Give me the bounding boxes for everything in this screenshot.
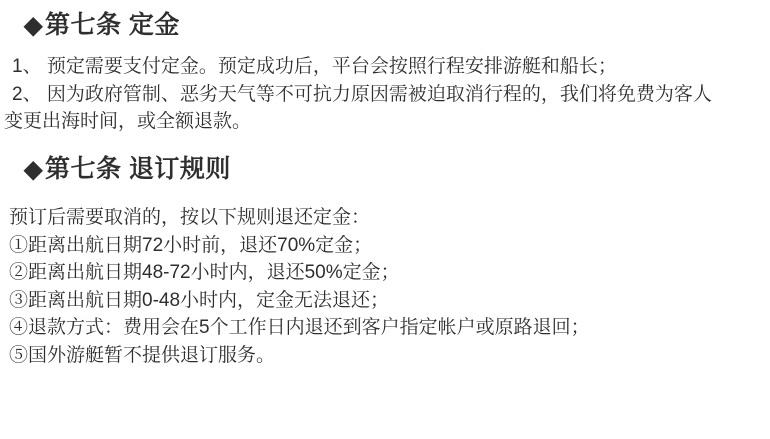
rules-intro-line: 预订后需要取消的，按以下规则退还定金： (9, 207, 371, 228)
terms-line: 1、 预定需要支付定金。预定成功后，平台会按照行程安排游艇和船长； (12, 56, 617, 77)
diamond-bullet-icon: ◆ (24, 156, 43, 183)
diamond-bullet-icon: ◆ (24, 12, 43, 39)
terms-line: 变更出海时间，或全额退款。 (4, 111, 252, 132)
rule-line: ②距离出航日期48-72小时内，退还50%定金； (9, 262, 400, 283)
rule-line: ③距离出航日期0-48小时内，定金无法退还； (9, 289, 390, 311)
rule-line: ①距离出航日期72小时前，退还70%定金； (9, 234, 373, 256)
section-heading-deposit (24, 10, 180, 41)
cancellation-rules-list (9, 204, 590, 369)
section-title: 第七条 定金 (44, 11, 180, 39)
rule-line: ⑤国外游艇暂不提供退订服务。 (9, 344, 276, 366)
rule-line: ④退款方式：费用会在5个工作日内退还到客户指定帐户或原路退回； (9, 317, 590, 338)
terms-line: 2、 因为政府管制、恶劣天气等不可抗力原因需被迫取消行程的，我们将免费为客人 (12, 83, 712, 105)
section-title: 第七条 退订规则 (44, 155, 231, 183)
deposit-terms-paragraph (4, 53, 712, 136)
section-heading-cancellation (24, 154, 231, 185)
